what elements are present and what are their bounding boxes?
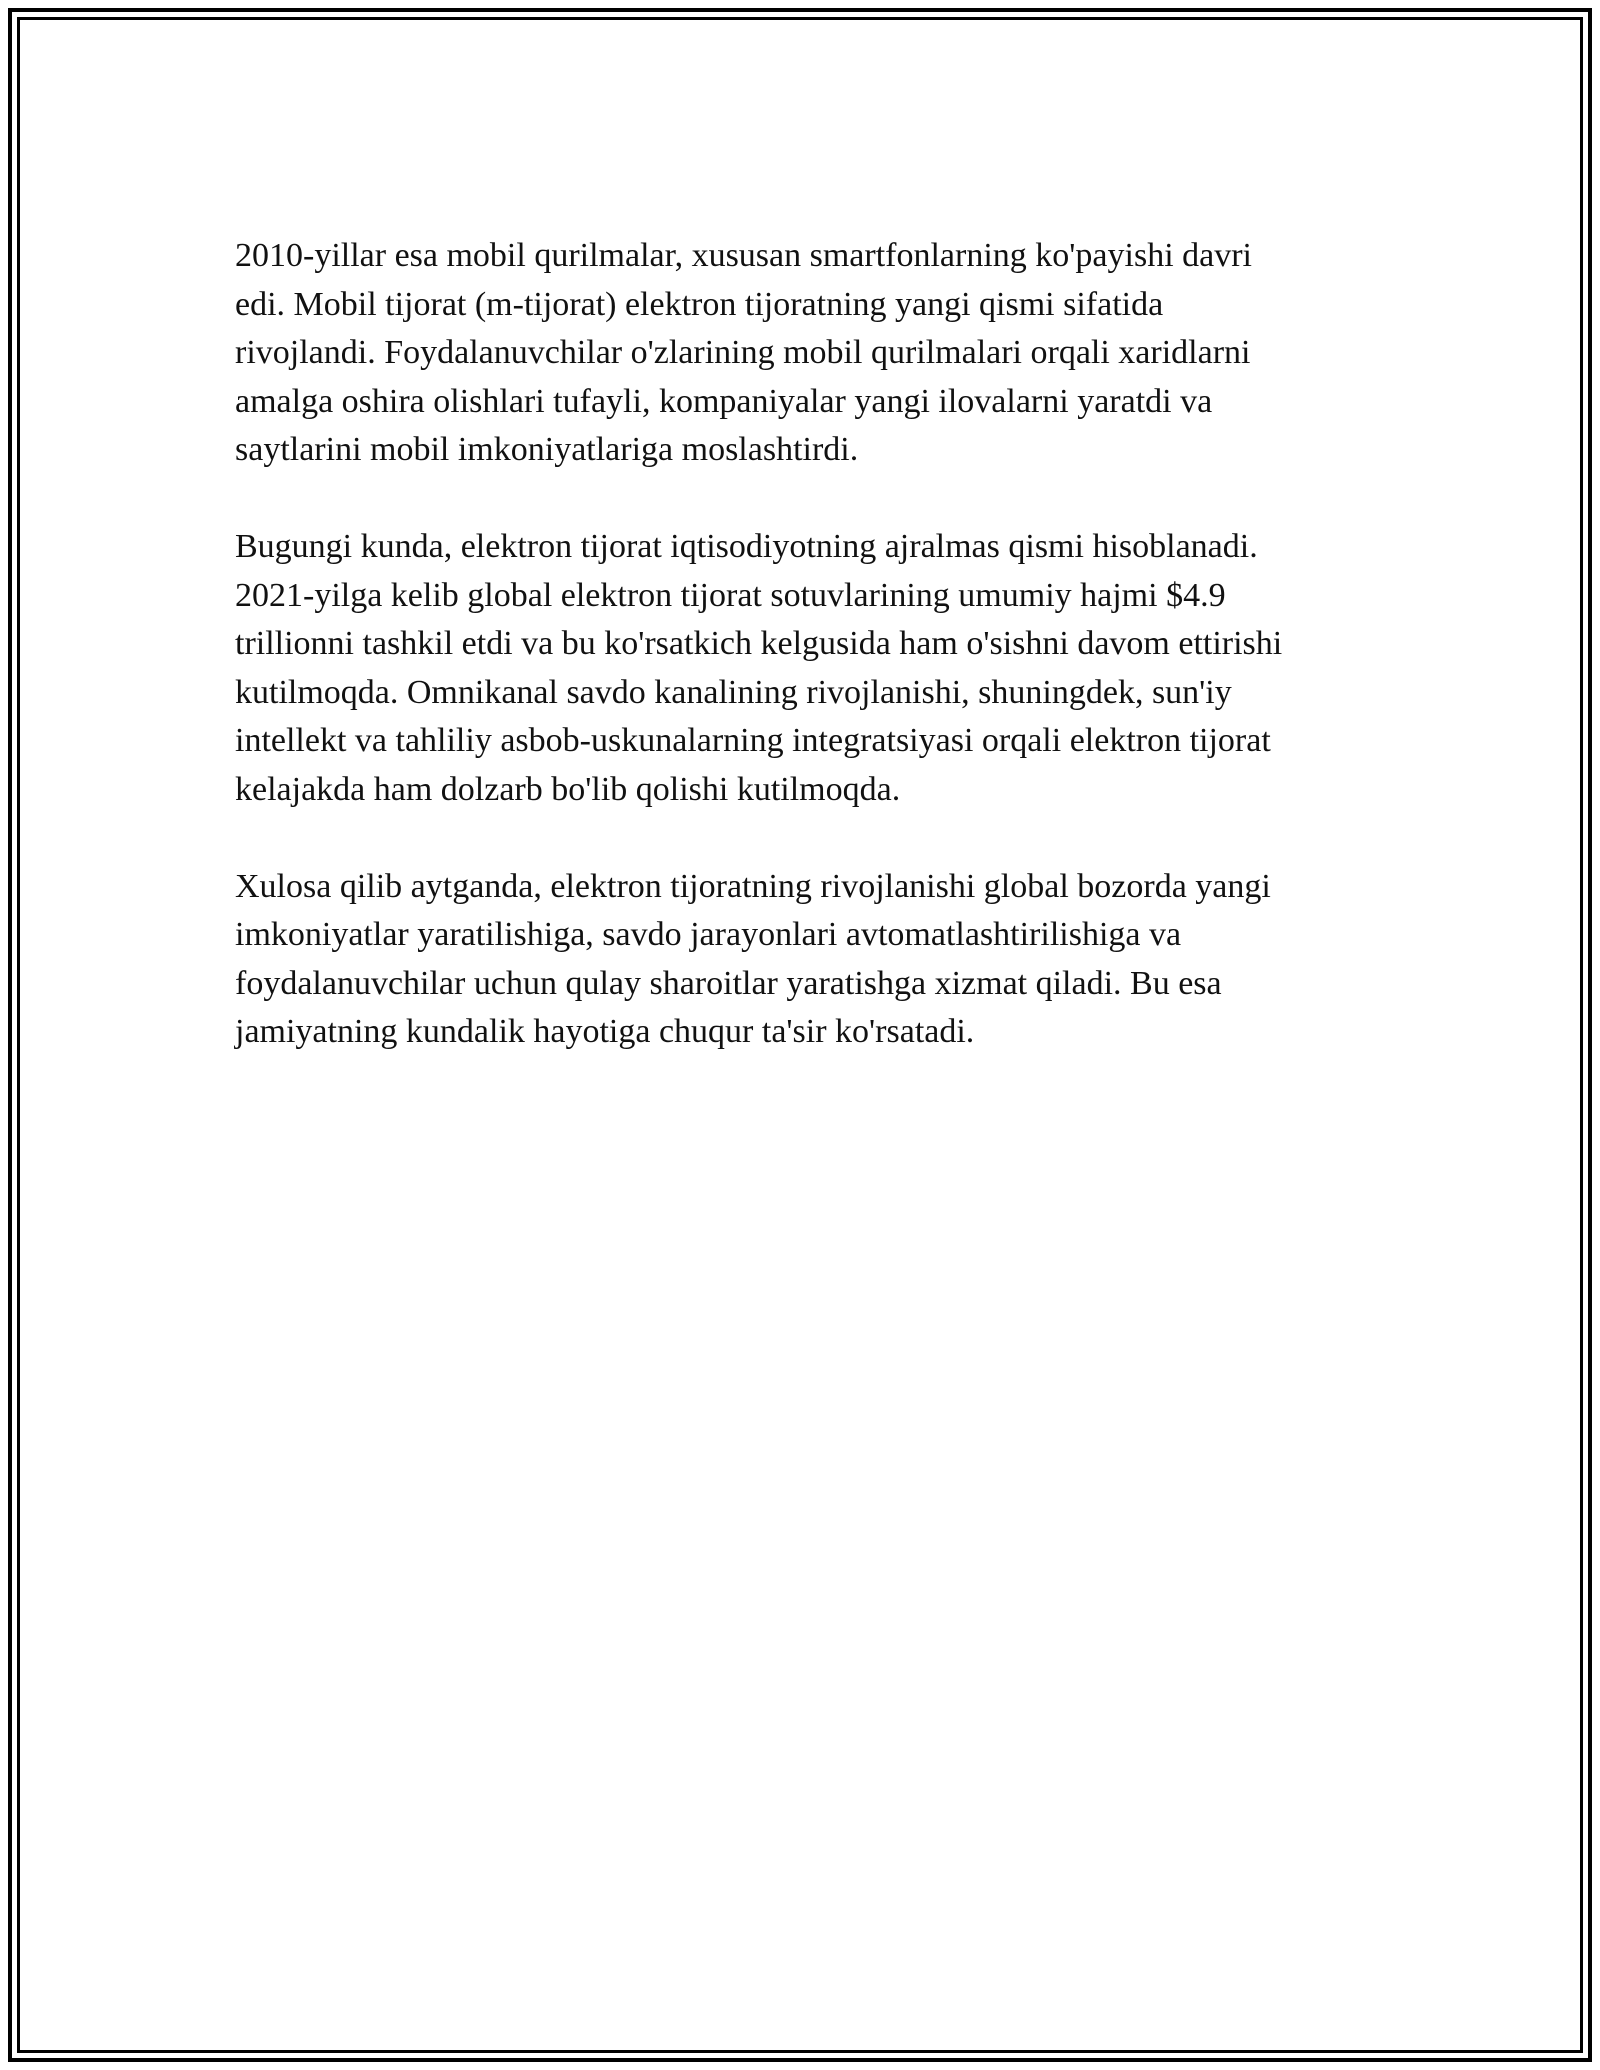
text-line: Xulosa qilib aytganda, elektron tijoratning rivojlanishi global bozorda yangi xyxy=(235,867,1271,905)
paragraph-ecommerce-today xyxy=(235,523,1385,814)
text-line: amalga oshira olishlari tufayli, kompaniyalar yangi ilovalarni yaratdi va xyxy=(235,382,1213,420)
document-body xyxy=(235,232,1385,1105)
text-line: edi. Mobil tijorat (m-tijorat) elektron tijoratning yangi qismi sifatida xyxy=(235,285,1164,323)
text-line: imkoniyatlar yaratilishiga, savdo jarayonlari avtomatlashtirilishiga va xyxy=(235,916,1182,953)
text-line: foydalanuvchilar uchun qulay sharoitlar yaratishga xizmat qiladi. Bu esa xyxy=(235,964,1222,1002)
text-line: Bugungi kunda, elektron tijorat iqtisodiyotning ajralmas qismi hisoblanadi. xyxy=(235,528,1258,565)
paragraph-mobile-commerce xyxy=(235,232,1385,475)
text-line: kelajakda ham dolzarb bo'lib qolishi kutilmoqda. xyxy=(235,770,901,808)
text-line: 2010-yillar esa mobil qurilmalar, xususan smartfonlarning ko'payishi davri xyxy=(235,237,1252,274)
text-line: kutilmoqda. Omnikanal savdo kanalining rivojlanishi, shuningdek, sun'iy xyxy=(235,673,1232,711)
text-line: trillionni tashkil etdi va bu ko'rsatkich kelgusida ham o'sishni davom ettirishi xyxy=(235,625,1283,662)
text-line: saytlarini mobil imkoniyatlariga moslashtirdi. xyxy=(235,431,859,468)
paragraph-conclusion xyxy=(235,863,1385,1057)
text-line: jamiyatning kundalik hayotiga chuqur ta'sir ko'rsatadi. xyxy=(235,1013,975,1050)
text-line: rivojlandi. Foydalanuvchilar o'zlarining mobil qurilmalari orqali xaridlarni xyxy=(235,334,1251,371)
text-line: 2021-yilga kelib global elektron tijorat sotuvlarining umumiy hajmi $4.9 xyxy=(235,576,1226,614)
text-line: intellekt va tahliliy asbob-uskunalarning integratsiyasi orqali elektron tijorat xyxy=(235,722,1271,759)
